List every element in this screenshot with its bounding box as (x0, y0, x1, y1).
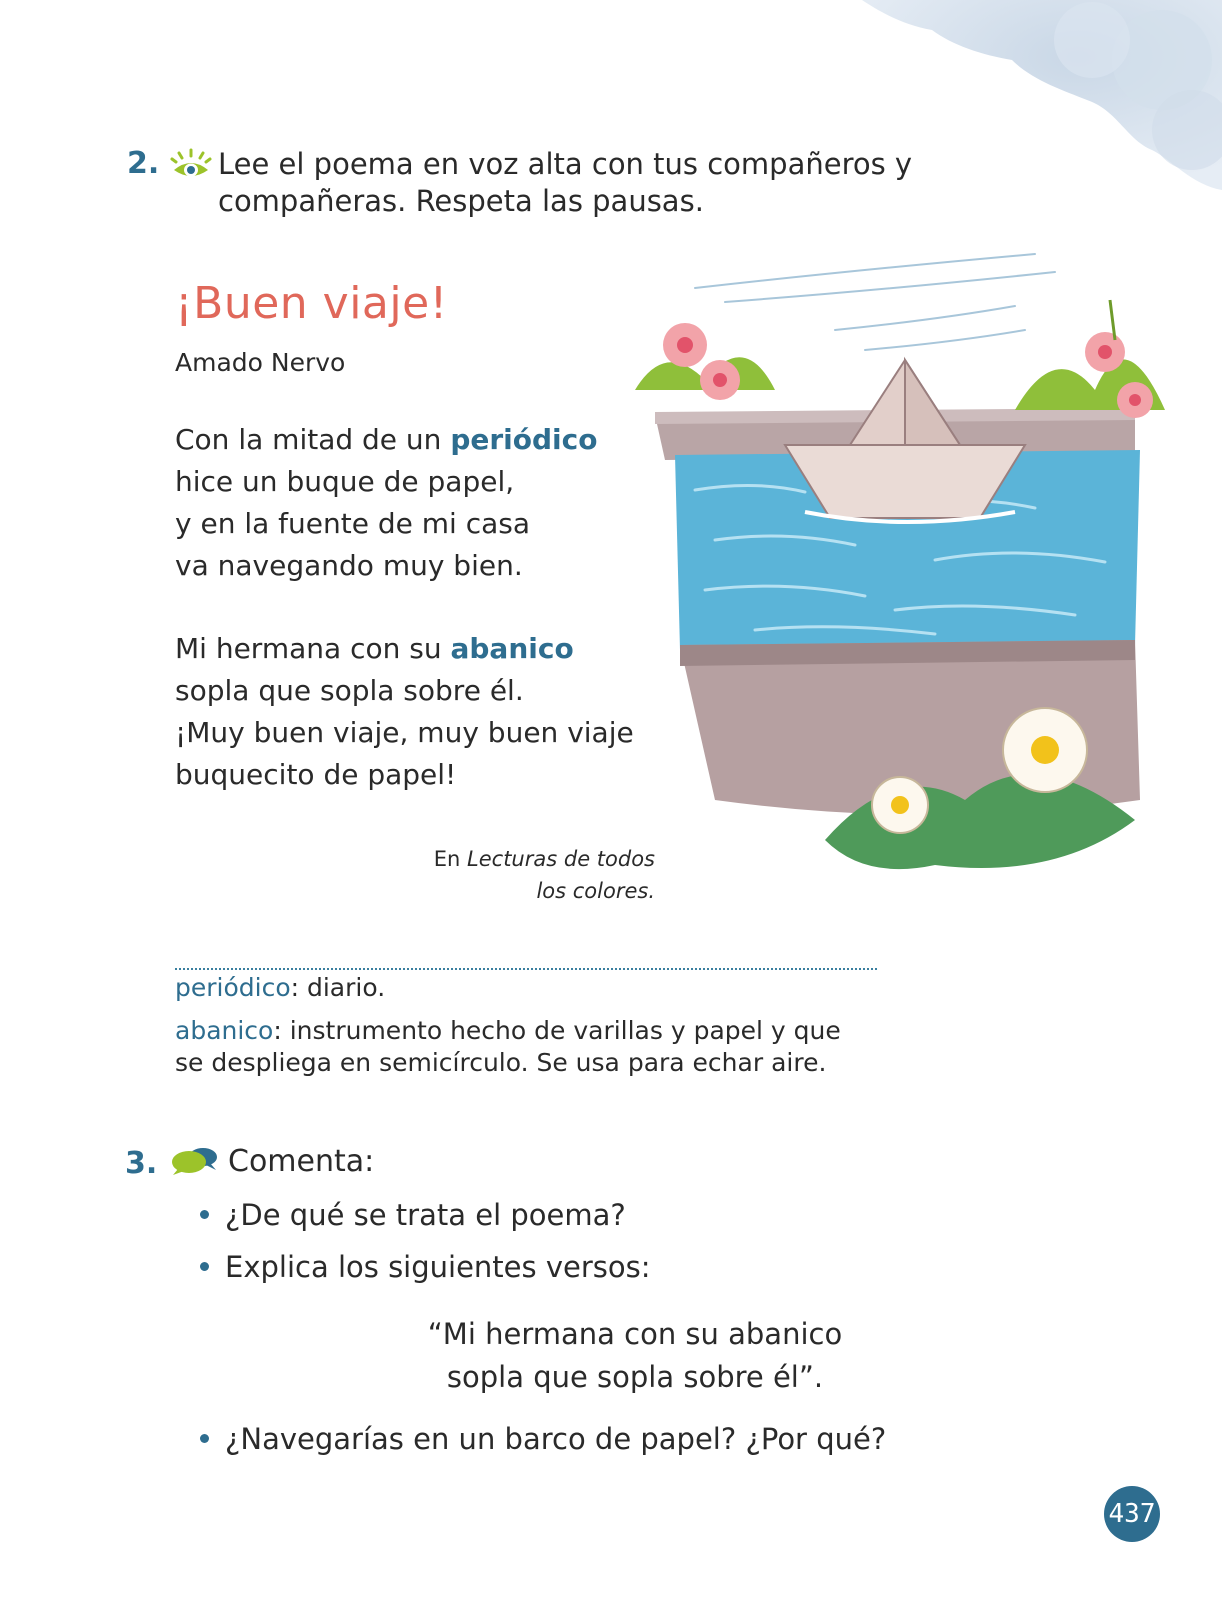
pink-flowers-right (1015, 300, 1165, 418)
poem-line: hice un buque de papel, (175, 465, 515, 498)
poem-line: sopla que sopla sobre él. (175, 674, 524, 707)
speech-bubbles-icon (170, 1146, 220, 1176)
bullet-icon (200, 1262, 209, 1271)
question-text: ¿De qué se trata el poema? (225, 1198, 626, 1232)
poem-source (360, 843, 655, 907)
bullet-icon (200, 1434, 209, 1443)
poem-title: ¡Buen viaje! (175, 278, 448, 329)
source-line (360, 843, 655, 875)
question-text: Explica los siguientes versos: (225, 1250, 651, 1284)
instruction-line: Lee el poema en voz alta con tus compañeros y (218, 147, 913, 181)
glossary-divider (175, 968, 877, 970)
page-number: 437 (1104, 1486, 1160, 1542)
glossary-definition: : instrumento hecho de varillas y papel y que (273, 1016, 841, 1045)
poem-line: va navegando muy bien. (175, 549, 523, 582)
poem-line: ¡Muy buen viaje, muy buen viaje (175, 716, 634, 749)
quote-line: “Mi hermana con su abanico (427, 1317, 843, 1351)
cloud-decoration (862, 0, 1222, 190)
pink-flowers-left (635, 323, 775, 400)
glossary-keyword: abanico (450, 632, 574, 665)
bullet-icon (200, 1210, 209, 1219)
glossary-definition: se despliega en semicírculo. Se usa para echar aire. (175, 1048, 827, 1077)
glossary-definition: : diario. (290, 973, 386, 1002)
source-title: Lecturas de todos (467, 847, 655, 871)
poem-line: buquecito de papel! (175, 758, 457, 791)
glossary-term: periódico (175, 973, 291, 1002)
glossary-line (175, 1015, 895, 1047)
quoted-verses (400, 1313, 870, 1399)
poem-text: Con la mitad de un (175, 423, 451, 456)
glossary-term: abanico (175, 1016, 274, 1045)
poem-stanza-2 (175, 628, 634, 796)
activity-3-label: Comenta: (228, 1144, 375, 1179)
glossary-entry-periodico (175, 972, 895, 1004)
poem-line (175, 628, 634, 670)
quote-line: sopla que sopla sobre él”. (446, 1360, 824, 1394)
source-prefix: En (433, 847, 468, 871)
question-item (200, 1422, 886, 1456)
glossary-entry-abanico (175, 1015, 895, 1079)
instruction-line: compañeras. Respeta las pausas. (218, 184, 704, 218)
question-text: ¿Navegarías en un barco de papel? ¿Por qué? (225, 1422, 887, 1456)
eye-icon (170, 148, 212, 182)
poem-text: Mi hermana con su (175, 632, 451, 665)
activity-2-instruction (218, 146, 912, 220)
source-title: los colores. (536, 879, 655, 903)
poem-line (175, 419, 597, 461)
paper-boat-illustration (635, 240, 1170, 880)
activity-2-number: 2. (127, 146, 160, 181)
question-item (200, 1198, 626, 1232)
activity-3-number: 3. (125, 1146, 158, 1181)
poem-stanza-1 (175, 419, 597, 587)
poem-author: Amado Nervo (175, 348, 346, 377)
poem-line: y en la fuente de mi casa (175, 507, 531, 540)
glossary-keyword: periódico (450, 423, 598, 456)
question-item (200, 1250, 651, 1284)
source-line (360, 875, 655, 907)
